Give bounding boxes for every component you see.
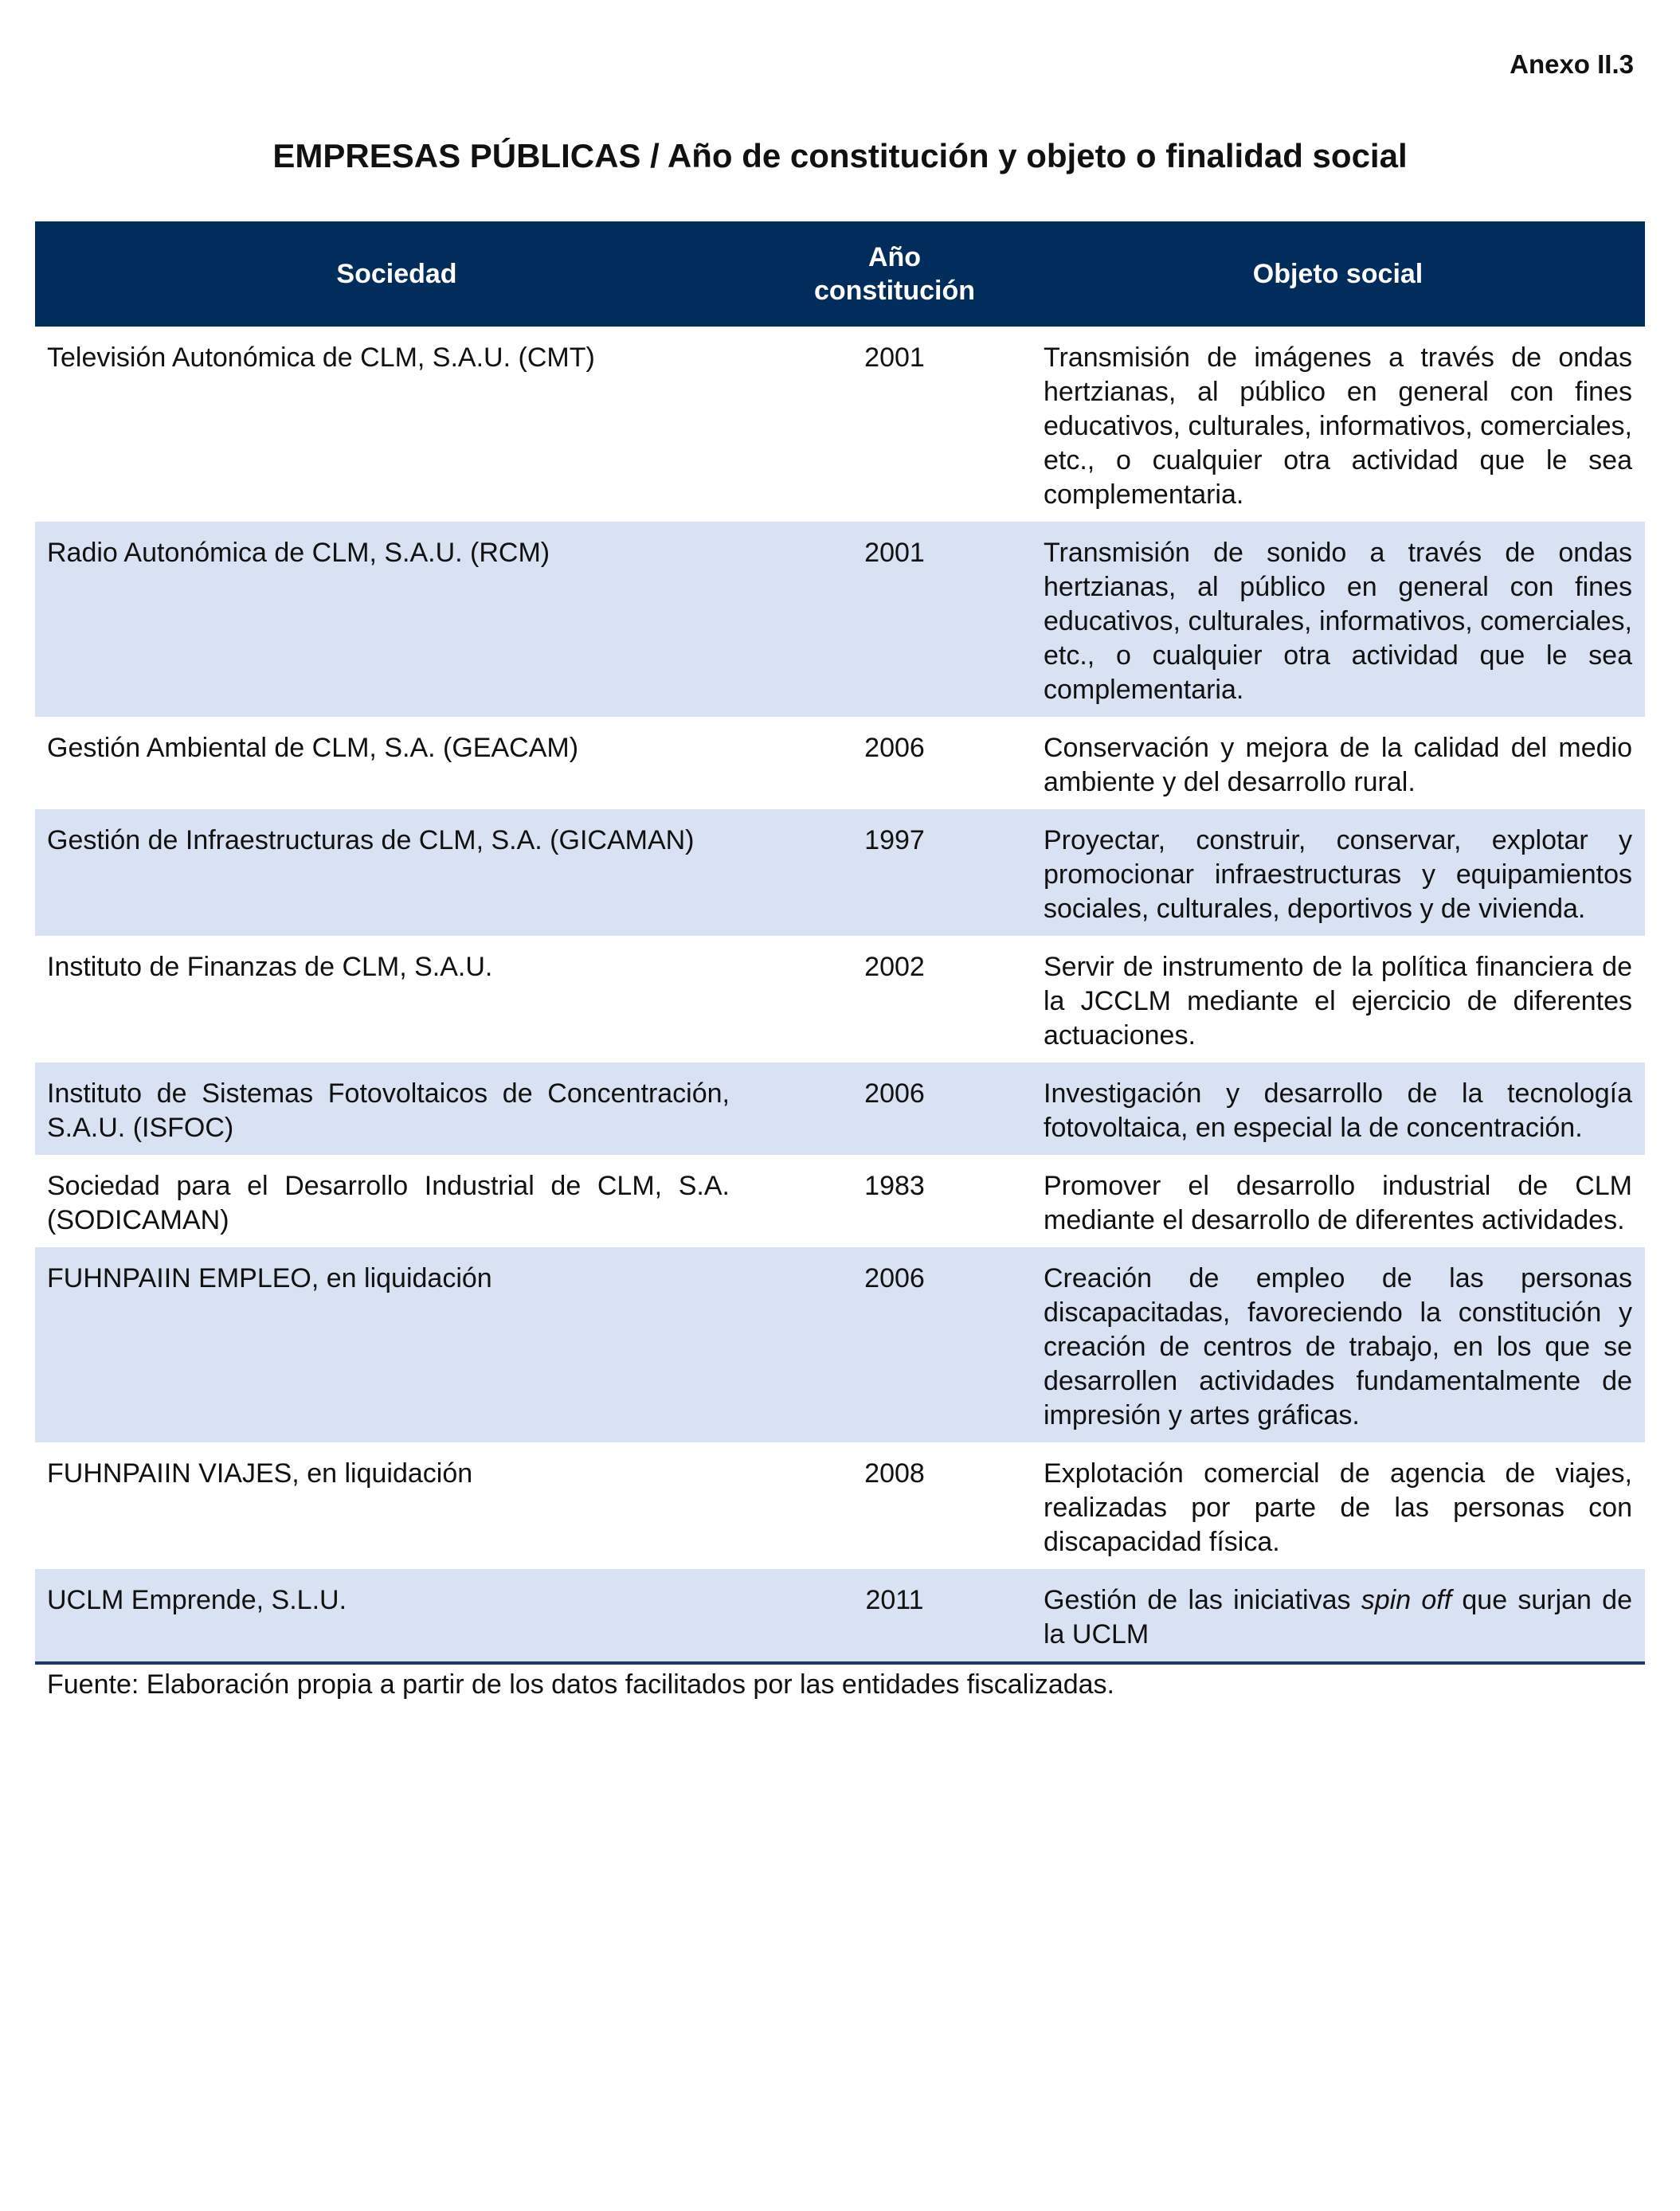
objeto-text-after: que surjan de la UCLM [1044,1585,1632,1649]
companies-table-container [35,221,1645,1702]
cell-sociedad: Gestión Ambiental de CLM, S.A. (GEACAM) [47,733,579,763]
header-row [35,221,1645,327]
table-row [35,1155,1645,1247]
cell-objeto: Creación de empleo de las personas discapacitadas, favoreciendo la constitución y creación de centros de trabajo, en los que se desarrollen actividades fundamentalmente de impresión y artes gráficas. [1031,1247,1645,1442]
cell-anio: 2002 [864,952,925,982]
table-row [35,936,1645,1062]
cell-anio: 2001 [758,522,1031,717]
cell-objeto [1031,1569,1645,1663]
header-objeto: Objeto social [1031,221,1645,327]
cell-anio: 2011 [758,1569,1031,1663]
companies-table [35,221,1645,1665]
objeto-text-italic: spin off [1361,1585,1452,1615]
cell-objeto: Conservación y mejora de la calidad del medio ambiente y del desarrollo rural. [1044,733,1632,797]
cell-anio: 2008 [864,1458,925,1489]
table-row [35,1569,1645,1663]
cell-objeto: Servir de instrumento de la política financiera de la JCCLM mediante el ejercicio de diferentes actuaciones. [1044,952,1632,1051]
table-row [35,522,1645,717]
cell-anio: 2006 [758,1247,1031,1442]
cell-sociedad: Televisión Autonómica de CLM, S.A.U. (CMT) [47,342,595,373]
cell-objeto: Promover el desarrollo industrial de CLM mediante el desarrollo de diferentes actividades. [1044,1171,1632,1235]
cell-anio: 1997 [758,809,1031,936]
cell-sociedad: Gestión de Infraestructuras de CLM, S.A. (GICAMAN) [35,809,758,936]
table-row [35,1062,1645,1155]
source-note: Fuente: Elaboración propia a partir de los datos facilitados por las entidades fiscalizadas. [47,1669,1114,1700]
table-header [35,221,1645,327]
table-row [35,809,1645,936]
header-anio [758,221,1031,327]
table-row [35,717,1645,809]
cell-sociedad: FUHNPAIIN EMPLEO, en liquidación [35,1247,758,1442]
cell-sociedad: Instituto de Sistemas Fotovoltaicos de Concentración, S.A.U. (ISFOC) [35,1062,758,1155]
table-row [35,327,1645,522]
cell-sociedad: UCLM Emprende, S.L.U. [35,1569,758,1663]
cell-anio: 2006 [758,1062,1031,1155]
header-sociedad: Sociedad [35,221,758,327]
cell-anio: 2001 [864,342,925,373]
cell-sociedad: Sociedad para el Desarrollo Industrial de CLM, S.A. (SODICAMAN) [47,1171,730,1235]
table-row [35,1442,1645,1569]
cell-objeto: Transmisión de sonido a través de ondas hertzianas, al público en general con fines educativos, culturales, informativos, comerciales, etc., o cualquier otra actividad que le sea complementaria. [1031,522,1645,717]
header-anio-line1: Año [867,242,922,272]
cell-sociedad: FUHNPAIIN VIAJES, en liquidación [47,1458,473,1489]
cell-objeto: Investigación y desarrollo de la tecnología fotovoltaica, en especial la de concentración. [1031,1062,1645,1155]
cell-anio: 2006 [864,733,925,763]
cell-anio: 1983 [864,1171,925,1201]
objeto-text-before: Gestión de las iniciativas [1044,1585,1361,1615]
cell-objeto: Proyectar, construir, conservar, explotar y promocionar infraestructuras y equipamientos sociales, culturales, deportivos y de vivienda. [1031,809,1645,936]
cell-objeto: Transmisión de imágenes a través de ondas hertzianas, al público en general con fines educativos, culturales, informativos, comerciales, etc., o cualquier otra actividad que le sea complementaria. [1044,342,1632,510]
header-anio-line2: constitución [813,276,976,306]
cell-objeto: Explotación comercial de agencia de viajes, realizadas por parte de las personas con discapacidad física. [1044,1458,1632,1557]
page-title: EMPRESAS PÚBLICAS / Año de constitución y objeto o finalidad social [272,137,1408,174]
table-row [35,1247,1645,1442]
table-body [35,327,1645,1663]
annex-label: Anexo II.3 [1510,49,1634,79]
cell-sociedad: Radio Autonómica de CLM, S.A.U. (RCM) [35,522,758,717]
cell-sociedad: Instituto de Finanzas de CLM, S.A.U. [47,952,493,982]
